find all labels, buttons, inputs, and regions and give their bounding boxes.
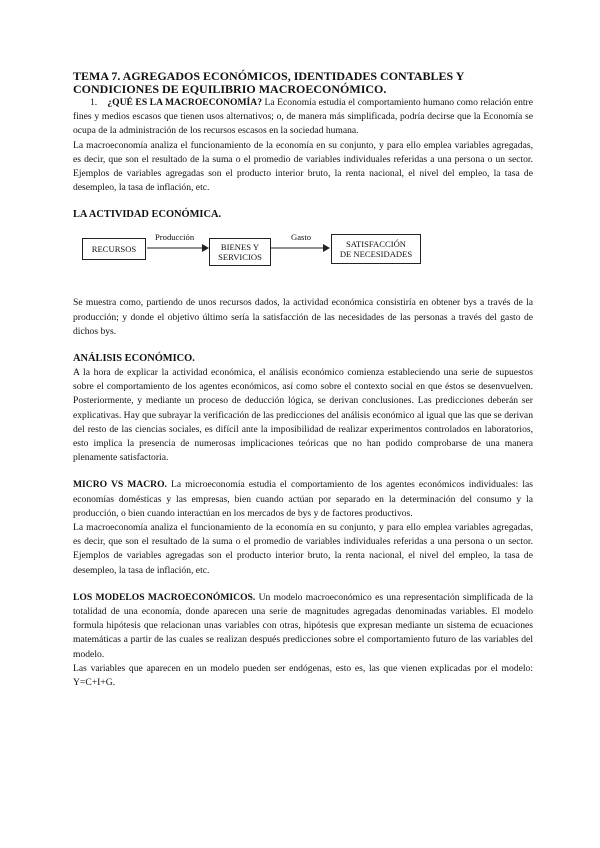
box-bienes-servicios: BIENES Y SERVICIOS: [209, 238, 271, 266]
section-1-heading: ¿QUÉ ES LA MACROECONOMÍA?: [107, 97, 263, 108]
macro-repeat-paragraph: La macroeconomía analiza el funcionamiento de la economía en su conjunto, y para ello emplea variables agregadas, es decir, que son el resultado de la suma o el promedio de variables individuales referidas a una persona o un sector. Ejemplos de variables agregadas son el producto interior bruto, la renta nacional, el nivel del empleo, la tasa de desempleo, la tasa de inflación, etc.: [73, 522, 533, 576]
box-recursos: RECURSOS: [82, 238, 146, 260]
activity-heading: LA ACTIVIDAD ECONÓMICA.: [73, 209, 222, 221]
arrow-head-production: [202, 244, 209, 252]
economic-activity-diagram: [73, 232, 533, 296]
activity-paragraph: Se muestra como, partiendo de unos recursos dados, la actividad económica consistiría en obtener bys a través de la producción; y donde el objetivo último sería la satisfacción de las necesidades de las personas a través del gasto de dichos bys.: [73, 297, 533, 337]
models-heading: LOS MODELOS MACROECONÓMICOS.: [73, 591, 256, 603]
models-text: Un modelo macroeconómico es una representación simplificada de la totalidad de una economía, donde aparecen una serie de magnitudes agregadas denominadas variables. El modelo formula hipótesis que relacionan unas variables con otras, hipótesis que expresan mediante un sistema de ecuaciones matemáticas a partir de las cuales se realizan después predicciones sobre el comportamiento futuro de las variables del modelo.: [73, 591, 533, 660]
section-1-paragraph: [73, 96, 533, 139]
variables-paragraph: Las variables que aparecen en un modelo pueden ser endógenas, esto es, las que vienen explicadas por el modelo: Y=C+I+G.: [73, 662, 533, 689]
section-1-number: 1.: [90, 97, 98, 108]
arrow-head-spending: [323, 244, 330, 252]
micro-macro-heading: MICRO VS MACRO.: [73, 479, 167, 491]
label-produccion: Producción: [155, 232, 195, 243]
macro-definition-paragraph: La macroeconomía analiza el funcionamiento de la economía en su conjunto, y para ello emplea variables agregadas, es decir, que son el resultado de la suma o el promedio de variables individuales referidas a una persona o un sector. Ejemplos de variables agregadas son el producto interior bruto, la renta nacional, el nivel del empleo, la tasa de desempleo, la tasa de inflación, etc.: [73, 139, 533, 194]
label-gasto: Gasto: [291, 232, 312, 243]
models-paragraph: [73, 591, 533, 662]
document-page: [73, 70, 533, 690]
document-title: TEMA 7. AGREGADOS ECONÓMICOS, IDENTIDADES CONTABLES Y CONDICIONES DE EQUILIBRIO MACROECONÓMICO.: [73, 69, 464, 96]
analysis-paragraph: A la hora de explicar la actividad económica, el análisis económico comienza estableciendo una serie de supuestos sobre el comportamiento de los agentes económicos, así como sobre el contexto social en que éstos se desenvuelven. Posteriormente, y mediante un proceso de deducción lógica, se derivan conclusiones. Las predicciones deberán ser explicativas. Hay que subrayar la verificación de las predicciones del análisis económico al igual que las que se derivan del resto de las ciencias sociales, es difícil ante la imposibilidad de realizar experimentos controlados en laboratorios, esto implica la presencia de numerosas implicaciones teóricas que no han podido comprobarse de una manera plenamente satisfactoria.: [73, 367, 533, 464]
analysis-heading: ANÁLISIS ECONÓMICO.: [73, 353, 195, 365]
micro-text: La microeconomía estudia el comportamiento de los agentes económicos individuales: las economías domésticas y las empresas, bien cuando actúan por separado en la determinación del consumo y la producción, o bien cuando interactúan en los mercados de bys y de factores productivos.: [73, 479, 533, 519]
section-1-text: La Economía estudia el comportamiento humano como relación entre fines y medios escasos que tienen usos alternativos; o, de manera más simplificada, podría decirse que la Economía se ocupa de la administración de los recursos escasos en la sociedad humana.: [73, 97, 534, 137]
micro-macro-paragraph: [73, 478, 533, 521]
box-satisfaccion: SATISFACCIÓN DE NECESIDADES: [331, 234, 421, 264]
